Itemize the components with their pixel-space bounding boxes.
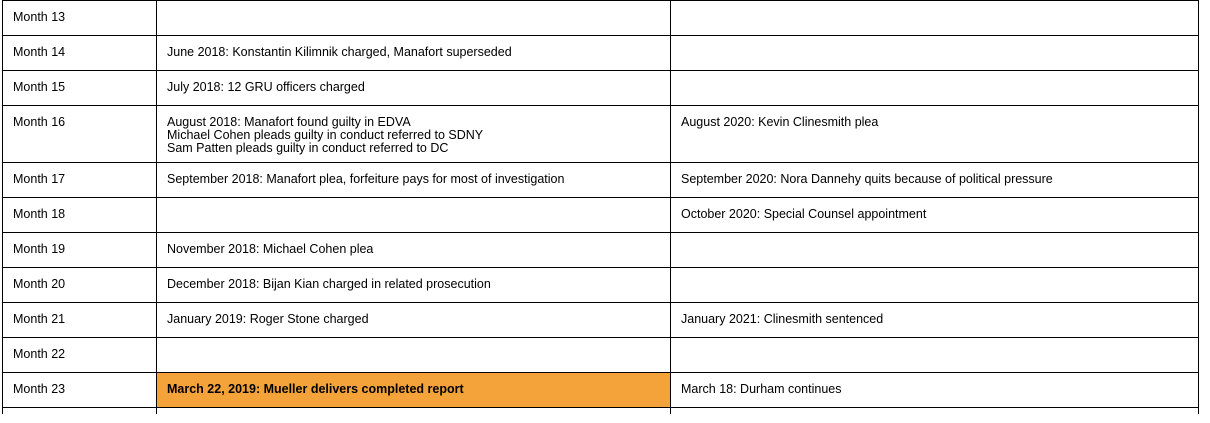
mueller-cell: January 2019: Roger Stone charged	[157, 303, 671, 338]
mueller-cell	[157, 408, 671, 415]
month-cell	[3, 408, 157, 415]
month-cell: Month 14	[3, 36, 157, 71]
table-row	[3, 373, 1199, 408]
mueller-cell	[157, 338, 671, 373]
month-cell: Month 18	[3, 198, 157, 233]
mueller-cell: August 2018: Manafort found guilty in EDVA Michael Cohen pleads guilty in conduct referred to SDNY Sam Patten pleads guilty in conduct referred to DC	[157, 106, 671, 163]
mueller-cell	[157, 198, 671, 233]
month-cell: Month 21	[3, 303, 157, 338]
durham-cell: October 2020: Special Counsel appointment	[671, 198, 1199, 233]
table-row	[3, 303, 1199, 338]
mueller-cell-highlighted: March 22, 2019: Mueller delivers completed report	[157, 373, 671, 408]
durham-cell	[671, 268, 1199, 303]
mueller-cell: July 2018: 12 GRU officers charged	[157, 71, 671, 106]
month-cell: Month 15	[3, 71, 157, 106]
mueller-cell: September 2018: Manafort plea, forfeiture pays for most of investigation	[157, 163, 671, 198]
month-cell: Month 19	[3, 233, 157, 268]
table-row	[3, 36, 1199, 71]
durham-cell	[671, 36, 1199, 71]
table-row	[3, 163, 1199, 198]
table-row-partial	[3, 408, 1199, 415]
mueller-cell	[157, 1, 671, 36]
durham-cell: September 2020: Nora Dannehy quits because of political pressure	[671, 163, 1199, 198]
mueller-cell: December 2018: Bijan Kian charged in related prosecution	[157, 268, 671, 303]
month-cell: Month 23	[3, 373, 157, 408]
table-row	[3, 71, 1199, 106]
table-row	[3, 268, 1199, 303]
table-row	[3, 106, 1199, 163]
month-cell: Month 16	[3, 106, 157, 163]
table-row	[3, 1, 1199, 36]
durham-cell	[671, 233, 1199, 268]
month-cell: Month 13	[3, 1, 157, 36]
durham-cell	[671, 1, 1199, 36]
durham-cell	[671, 408, 1199, 415]
month-cell: Month 17	[3, 163, 157, 198]
table-row	[3, 338, 1199, 373]
month-cell: Month 20	[3, 268, 157, 303]
durham-cell: January 2021: Clinesmith sentenced	[671, 303, 1199, 338]
timeline-table	[2, 0, 1199, 414]
durham-cell: March 18: Durham continues	[671, 373, 1199, 408]
month-cell: Month 22	[3, 338, 157, 373]
durham-cell	[671, 338, 1199, 373]
mueller-cell: November 2018: Michael Cohen plea	[157, 233, 671, 268]
table-row	[3, 198, 1199, 233]
table-row	[3, 233, 1199, 268]
mueller-cell: June 2018: Konstantin Kilimnik charged, Manafort superseded	[157, 36, 671, 71]
durham-cell	[671, 71, 1199, 106]
durham-cell: August 2020: Kevin Clinesmith plea	[671, 106, 1199, 163]
